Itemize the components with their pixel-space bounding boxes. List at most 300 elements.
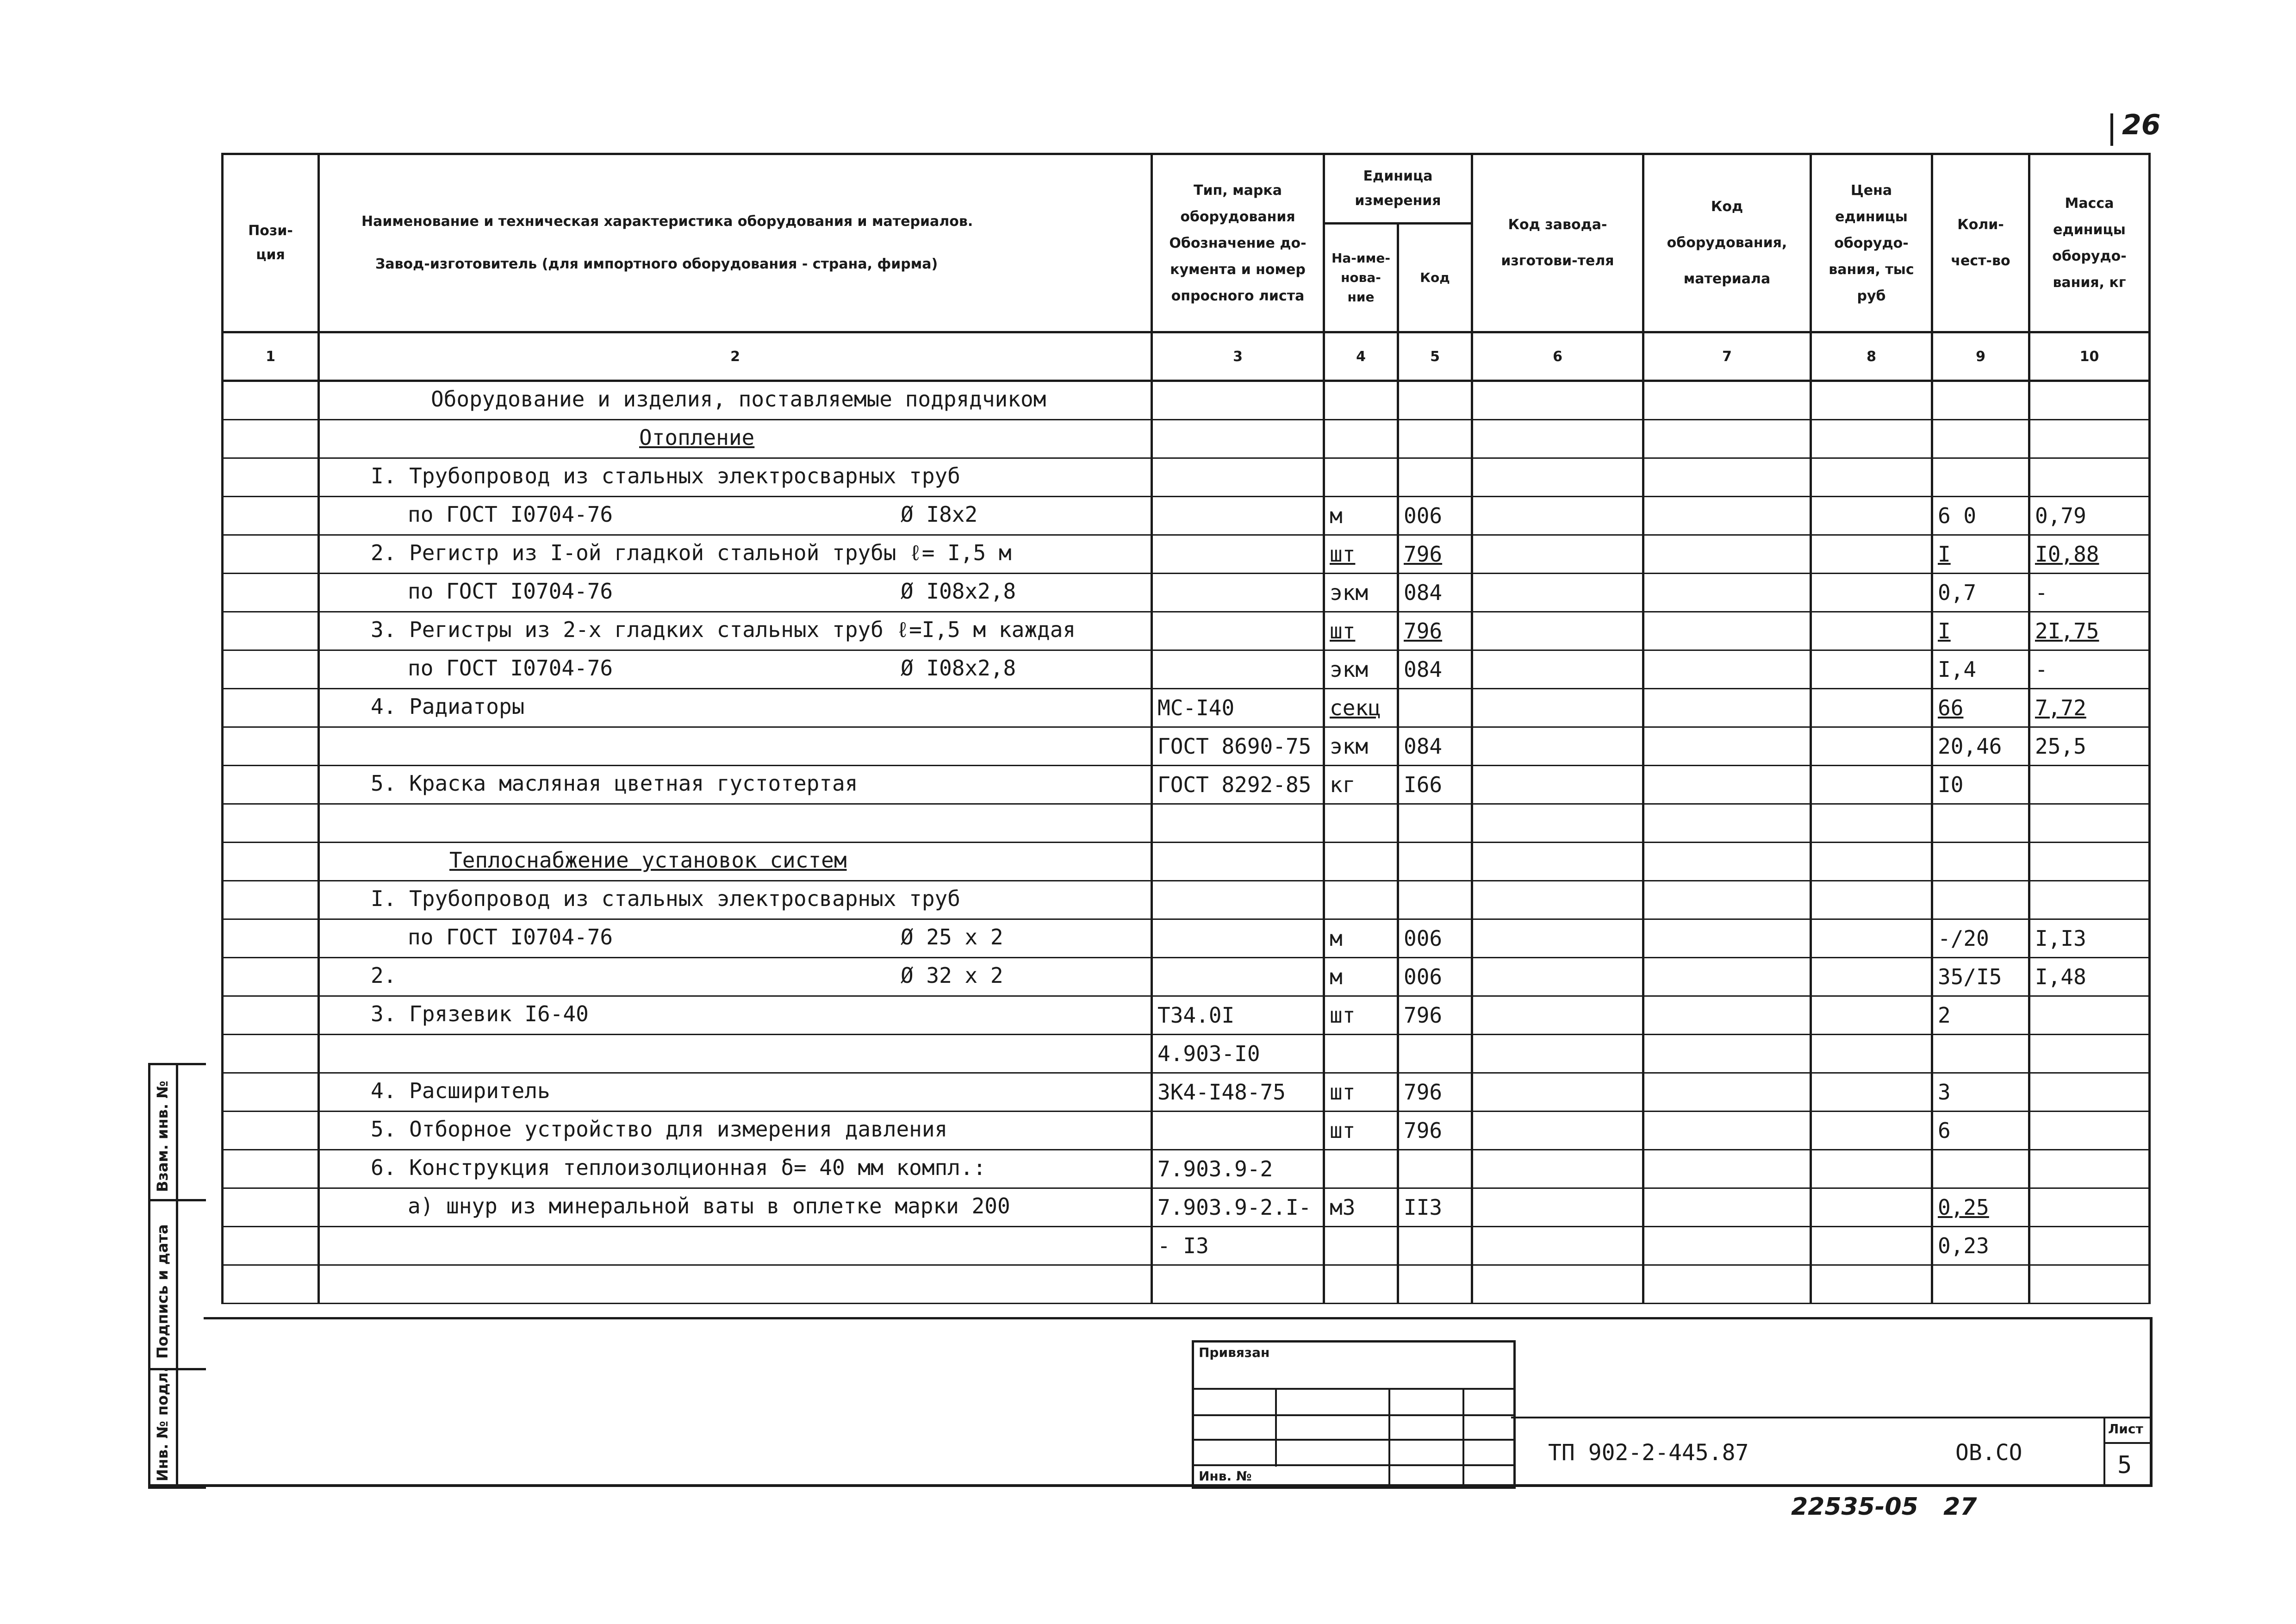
type-cell: 7.903.9-2.I- <box>1152 1188 1324 1227</box>
equipment-code-cell <box>1643 1227 1811 1265</box>
column-number-4: 4 <box>1324 332 1398 381</box>
table-row <box>223 958 2150 996</box>
quantity-cell <box>1932 843 2029 881</box>
unit-code-cell <box>1398 420 1472 458</box>
specification-table <box>221 153 2151 1304</box>
table-row <box>223 1227 2150 1265</box>
quantity-cell: I,4 <box>1932 650 2029 689</box>
unit-name-cell <box>1324 1265 1398 1304</box>
table-row <box>223 650 2150 689</box>
type-cell: Т34.0I <box>1152 996 1324 1035</box>
price-cell <box>1811 1073 1932 1112</box>
unit-code-cell: 796 <box>1398 1073 1472 1112</box>
unit-name-cell <box>1324 1150 1398 1188</box>
unit-name-cell: м3 <box>1324 1188 1398 1227</box>
factory-code-cell <box>1472 996 1643 1035</box>
column-number-row <box>223 332 2150 381</box>
header-unit: Единица измерения <box>1324 154 1472 224</box>
name-cell <box>319 804 1152 843</box>
equipment-code-cell <box>1643 958 1811 996</box>
item-dimension: Ø 25 x 2 <box>901 924 1003 949</box>
equipment-code-cell <box>1643 996 1811 1035</box>
name-cell <box>319 843 1152 881</box>
price-cell <box>1811 881 1932 919</box>
table-row <box>223 766 2150 804</box>
item-dimension: Ø I8x2 <box>901 502 978 527</box>
column-number-7: 7 <box>1643 332 1811 381</box>
mass-cell <box>2029 381 2150 420</box>
table-row <box>223 727 2150 766</box>
mass-cell <box>2029 458 2150 497</box>
position-cell <box>223 420 319 458</box>
unit-code-cell <box>1398 843 1472 881</box>
binding-vline-3 <box>1462 1388 1464 1484</box>
unit-name-cell: м <box>1324 958 1398 996</box>
equipment-code-cell <box>1643 420 1811 458</box>
position-cell <box>223 1035 319 1073</box>
position-cell <box>223 766 319 804</box>
name-cell <box>319 535 1152 574</box>
unit-code-cell: 796 <box>1398 535 1472 574</box>
table-row <box>223 535 2150 574</box>
unit-code-cell: 084 <box>1398 727 1472 766</box>
factory-code-cell <box>1472 535 1643 574</box>
equipment-code-cell <box>1643 881 1811 919</box>
unit-code-cell: 006 <box>1398 958 1472 996</box>
position-cell <box>223 612 319 650</box>
equipment-code-cell <box>1643 1035 1811 1073</box>
inventory-label: Инв. № <box>1199 1468 1252 1484</box>
type-cell <box>1152 958 1324 996</box>
sheet-box-line <box>2103 1417 2105 1486</box>
position-cell <box>223 1265 319 1304</box>
price-cell <box>1811 843 1932 881</box>
quantity-cell: -/20 <box>1932 919 2029 958</box>
type-cell: ГОСТ 8690-75 <box>1152 727 1324 766</box>
quantity-cell <box>1932 1265 2029 1304</box>
factory-code-cell <box>1472 843 1643 881</box>
quantity-cell: 0,23 <box>1932 1227 2029 1265</box>
unit-name-cell: кг <box>1324 766 1398 804</box>
mass-cell <box>2029 881 2150 919</box>
position-cell <box>223 650 319 689</box>
position-cell <box>223 958 319 996</box>
price-cell <box>1811 1035 1932 1073</box>
mass-cell <box>2029 1265 2150 1304</box>
quantity-cell: I0 <box>1932 766 2029 804</box>
type-cell <box>1152 881 1324 919</box>
type-cell: МС-I40 <box>1152 689 1324 727</box>
header-unit-name: На-име-нова-ние <box>1324 224 1398 332</box>
binding-hline-2 <box>1192 1414 1516 1416</box>
table-row <box>223 420 2150 458</box>
mass-cell <box>2029 804 2150 843</box>
type-cell <box>1152 497 1324 535</box>
mass-cell <box>2029 1227 2150 1265</box>
name-cell <box>319 919 1152 958</box>
header-mass: Масса единицы оборудо-вания, кг <box>2029 154 2150 332</box>
equipment-code-cell <box>1643 650 1811 689</box>
type-cell <box>1152 381 1324 420</box>
unit-name-cell: секц <box>1324 689 1398 727</box>
column-number-1: 1 <box>223 332 319 381</box>
unit-name-cell <box>1324 843 1398 881</box>
factory-code-cell <box>1472 881 1643 919</box>
item-dimension: Ø I08x2,8 <box>901 656 1016 681</box>
unit-name-cell: шт <box>1324 612 1398 650</box>
unit-name-cell: шт <box>1324 1073 1398 1112</box>
binding-hline-4 <box>1192 1464 1516 1466</box>
unit-name-cell: м <box>1324 919 1398 958</box>
price-cell <box>1811 727 1932 766</box>
mass-cell <box>2029 1035 2150 1073</box>
mass-cell <box>2029 843 2150 881</box>
equipment-code-cell <box>1643 381 1811 420</box>
binding-vline-2 <box>1388 1388 1390 1484</box>
name-cell <box>319 1265 1152 1304</box>
position-cell <box>223 574 319 612</box>
name-cell <box>319 497 1152 535</box>
item-name: а) шнур из минеральной ваты в оплетке марки 200 <box>408 1193 1010 1218</box>
mass-cell <box>2029 420 2150 458</box>
equipment-code-cell <box>1643 727 1811 766</box>
frame-line-right <box>2150 1317 2153 1487</box>
equipment-code-cell <box>1643 1265 1811 1304</box>
table-row <box>223 1265 2150 1304</box>
quantity-cell: 35/I5 <box>1932 958 2029 996</box>
name-cell <box>319 650 1152 689</box>
type-cell <box>1152 420 1324 458</box>
factory-code-cell <box>1472 1073 1643 1112</box>
factory-code-cell <box>1472 919 1643 958</box>
sheet-corner-number: 26 <box>2122 109 2161 141</box>
equipment-code-cell <box>1643 1150 1811 1188</box>
name-cell <box>319 881 1152 919</box>
mass-cell <box>2029 766 2150 804</box>
price-cell <box>1811 1112 1932 1150</box>
unit-code-cell: I66 <box>1398 766 1472 804</box>
table-row <box>223 381 2150 420</box>
type-cell <box>1152 804 1324 843</box>
unit-code-cell: 796 <box>1398 1112 1472 1150</box>
unit-name-cell: шт <box>1324 1112 1398 1150</box>
factory-code-cell <box>1472 1188 1643 1227</box>
item-name: 4. Радиаторы <box>371 694 525 719</box>
header-name <box>319 154 1152 332</box>
unit-code-cell <box>1398 1035 1472 1073</box>
unit-name-cell: м <box>1324 497 1398 535</box>
unit-code-cell: 084 <box>1398 650 1472 689</box>
quantity-cell <box>1932 420 2029 458</box>
binding-vline-1 <box>1275 1388 1277 1467</box>
archive-code: 22535-05 27 <box>1791 1493 1977 1521</box>
column-number-10: 10 <box>2029 332 2150 381</box>
sheet-corner-bar <box>2110 113 2113 146</box>
price-cell <box>1811 1188 1932 1227</box>
factory-code-cell <box>1472 650 1643 689</box>
price-cell <box>1811 458 1932 497</box>
mass-cell <box>2029 996 2150 1035</box>
side-label-podpis: Подпись и дата <box>154 1224 171 1359</box>
item-name: 5. Отборное устройство для измерения давления <box>371 1117 948 1142</box>
name-cell <box>319 1150 1152 1188</box>
equipment-code-cell <box>1643 843 1811 881</box>
price-cell <box>1811 612 1932 650</box>
position-cell <box>223 381 319 420</box>
factory-code-cell <box>1472 727 1643 766</box>
position-cell <box>223 1227 319 1265</box>
binding-hline-1 <box>1192 1388 1516 1390</box>
equipment-code-cell <box>1643 919 1811 958</box>
binding-hline-3 <box>1192 1439 1516 1441</box>
header-name-line1: Наименование и техническая характеристика оборудования и материалов. <box>361 213 973 230</box>
factory-code-cell <box>1472 1227 1643 1265</box>
equipment-code-cell <box>1643 766 1811 804</box>
position-cell <box>223 535 319 574</box>
unit-code-cell <box>1398 1265 1472 1304</box>
item-name: по ГОСТ I0704-76 <box>408 924 613 949</box>
frame-line-bottom <box>148 1484 2152 1487</box>
mass-cell <box>2029 1188 2150 1227</box>
binding-label: Привязан <box>1199 1345 1270 1360</box>
quantity-cell: 2 <box>1932 996 2029 1035</box>
equipment-code-cell <box>1643 804 1811 843</box>
position-cell <box>223 497 319 535</box>
unit-name-cell <box>1324 1035 1398 1073</box>
price-cell <box>1811 381 1932 420</box>
column-number-5: 5 <box>1398 332 1472 381</box>
price-cell <box>1811 497 1932 535</box>
type-cell <box>1152 612 1324 650</box>
equipment-code-cell <box>1643 1188 1811 1227</box>
factory-code-cell <box>1472 766 1643 804</box>
unit-code-cell: 006 <box>1398 919 1472 958</box>
price-cell <box>1811 1227 1932 1265</box>
table-row <box>223 458 2150 497</box>
document-mark: ОВ.СО <box>1955 1440 2022 1466</box>
side-label-vzam: Взам. инв. № <box>154 1081 171 1192</box>
mass-cell: - <box>2029 574 2150 612</box>
table-row <box>223 574 2150 612</box>
quantity-cell: 6 <box>1932 1112 2029 1150</box>
mass-cell: I,I3 <box>2029 919 2150 958</box>
name-cell <box>319 727 1152 766</box>
table-row <box>223 919 2150 958</box>
unit-name-cell: шт <box>1324 996 1398 1035</box>
position-cell <box>223 996 319 1035</box>
name-cell <box>319 1035 1152 1073</box>
type-cell <box>1152 535 1324 574</box>
factory-code-cell <box>1472 1035 1643 1073</box>
type-cell: - I3 <box>1152 1227 1324 1265</box>
quantity-cell: I <box>1932 612 2029 650</box>
mass-cell <box>2029 1073 2150 1112</box>
column-number-6: 6 <box>1472 332 1643 381</box>
price-cell <box>1811 1150 1932 1188</box>
item-name: 4. Расширитель <box>371 1078 550 1103</box>
type-cell: ГОСТ 8292-85 <box>1152 766 1324 804</box>
position-cell <box>223 804 319 843</box>
quantity-cell: 3 <box>1932 1073 2029 1112</box>
name-cell <box>319 381 1152 420</box>
unit-code-cell: 006 <box>1398 497 1472 535</box>
titleblock-top-line <box>1511 1417 2152 1418</box>
name-cell <box>319 958 1152 996</box>
unit-name-cell <box>1324 1227 1398 1265</box>
column-number-3: 3 <box>1152 332 1324 381</box>
table-row <box>223 804 2150 843</box>
item-name: 3. Регистры из 2-х гладких стальных труб ℓ=I,5 м каждая <box>371 617 1076 642</box>
mass-cell: I,48 <box>2029 958 2150 996</box>
unit-code-cell: 084 <box>1398 574 1472 612</box>
name-cell <box>319 766 1152 804</box>
name-cell <box>319 1073 1152 1112</box>
price-cell <box>1811 535 1932 574</box>
type-cell <box>1152 574 1324 612</box>
unit-code-cell <box>1398 689 1472 727</box>
item-name: I. Трубопровод из стальных электросварных труб <box>371 886 960 911</box>
item-dimension: Ø I08x2,8 <box>901 579 1016 604</box>
name-cell <box>319 574 1152 612</box>
position-cell <box>223 689 319 727</box>
item-name: по ГОСТ I0704-76 <box>408 579 613 604</box>
unit-name-cell <box>1324 881 1398 919</box>
price-cell <box>1811 420 1932 458</box>
equipment-code-cell <box>1643 535 1811 574</box>
type-cell: 4.903-I0 <box>1152 1035 1324 1073</box>
name-cell <box>319 612 1152 650</box>
type-cell: 7.903.9-2 <box>1152 1150 1324 1188</box>
type-cell <box>1152 458 1324 497</box>
unit-name-cell: шт <box>1324 535 1398 574</box>
item-name: Отопление <box>639 425 755 450</box>
equipment-code-cell <box>1643 689 1811 727</box>
side-stamp-line-1 <box>148 1199 206 1201</box>
mass-cell: - <box>2029 650 2150 689</box>
price-cell <box>1811 919 1932 958</box>
quantity-cell: I <box>1932 535 2029 574</box>
type-cell <box>1152 1265 1324 1304</box>
type-cell <box>1152 650 1324 689</box>
table-row <box>223 689 2150 727</box>
factory-code-cell <box>1472 1150 1643 1188</box>
unit-name-cell: экм <box>1324 650 1398 689</box>
quantity-cell: 0,25 <box>1932 1188 2029 1227</box>
column-number-9: 9 <box>1932 332 2029 381</box>
factory-code-cell <box>1472 574 1643 612</box>
table-row <box>223 1188 2150 1227</box>
item-name: по ГОСТ I0704-76 <box>408 656 613 681</box>
factory-code-cell <box>1472 612 1643 650</box>
mass-cell: I0,88 <box>2029 535 2150 574</box>
position-cell <box>223 881 319 919</box>
header-quantity: Коли-чест-во <box>1932 154 2029 332</box>
table-row <box>223 612 2150 650</box>
equipment-code-cell <box>1643 1112 1811 1150</box>
factory-code-cell <box>1472 1265 1643 1304</box>
type-cell: ЗК4-I48-75 <box>1152 1073 1324 1112</box>
mass-cell <box>2029 1112 2150 1150</box>
unit-code-cell <box>1398 381 1472 420</box>
price-cell <box>1811 574 1932 612</box>
factory-code-cell <box>1472 958 1643 996</box>
item-name: I. Трубопровод из стальных электросварных труб <box>371 463 960 488</box>
table-row <box>223 1112 2150 1150</box>
column-number-2: 2 <box>319 332 1152 381</box>
factory-code-cell <box>1472 497 1643 535</box>
header-factory-code: Код завода-изготови-теля <box>1472 154 1643 332</box>
unit-code-cell <box>1398 1227 1472 1265</box>
factory-code-cell <box>1472 420 1643 458</box>
factory-code-cell <box>1472 689 1643 727</box>
table-row <box>223 1150 2150 1188</box>
unit-name-cell <box>1324 381 1398 420</box>
name-cell <box>319 420 1152 458</box>
name-cell <box>319 996 1152 1035</box>
price-cell <box>1811 958 1932 996</box>
table-row <box>223 1035 2150 1073</box>
table-row <box>223 881 2150 919</box>
header-type: Тип, марка оборудования Обозначение до-кумента и номер опросного листа <box>1152 154 1324 332</box>
item-dimension: Ø 32 x 2 <box>901 963 1003 988</box>
name-cell <box>319 458 1152 497</box>
quantity-cell <box>1932 1150 2029 1188</box>
quantity-cell <box>1932 381 2029 420</box>
column-number-8: 8 <box>1811 332 1932 381</box>
table-row <box>223 497 2150 535</box>
equipment-code-cell <box>1643 1073 1811 1112</box>
factory-code-cell <box>1472 1112 1643 1150</box>
equipment-code-cell <box>1643 497 1811 535</box>
item-name: 3. Грязевик I6-40 <box>371 1001 589 1026</box>
quantity-cell: 6 0 <box>1932 497 2029 535</box>
header-price: Цена единицы оборудо-вания, тыс руб <box>1811 154 1932 332</box>
item-name: 2. Регистр из I-ой гладкой стальной трубы ℓ= I,5 м <box>371 540 1012 565</box>
item-name: 5. Краска масляная цветная густотертая <box>371 771 858 796</box>
position-cell <box>223 1188 319 1227</box>
position-cell <box>223 458 319 497</box>
quantity-cell: 20,46 <box>1932 727 2029 766</box>
unit-code-cell <box>1398 1150 1472 1188</box>
quantity-cell <box>1932 804 2029 843</box>
price-cell <box>1811 650 1932 689</box>
unit-code-cell <box>1398 881 1472 919</box>
type-cell <box>1152 843 1324 881</box>
mass-cell <box>2029 1150 2150 1188</box>
table-body <box>223 381 2150 1304</box>
price-cell <box>1811 766 1932 804</box>
name-cell <box>319 689 1152 727</box>
price-cell <box>1811 689 1932 727</box>
sheet-number: 5 <box>2117 1451 2132 1479</box>
header-unit-code: Код <box>1398 224 1472 332</box>
unit-name-cell <box>1324 458 1398 497</box>
unit-code-cell: II3 <box>1398 1188 1472 1227</box>
unit-code-cell <box>1398 804 1472 843</box>
equipment-code-cell <box>1643 612 1811 650</box>
factory-code-cell <box>1472 458 1643 497</box>
equipment-code-cell <box>1643 458 1811 497</box>
type-cell <box>1152 919 1324 958</box>
position-cell <box>223 1150 319 1188</box>
factory-code-cell <box>1472 381 1643 420</box>
position-cell <box>223 1112 319 1150</box>
factory-code-cell <box>1472 804 1643 843</box>
table-row <box>223 996 2150 1035</box>
sheet-box-divider <box>2103 1442 2152 1444</box>
header-name-line2: Завод-изготовитель (для импортного оборудования - страна, фирма) <box>375 256 938 272</box>
mass-cell: 0,79 <box>2029 497 2150 535</box>
